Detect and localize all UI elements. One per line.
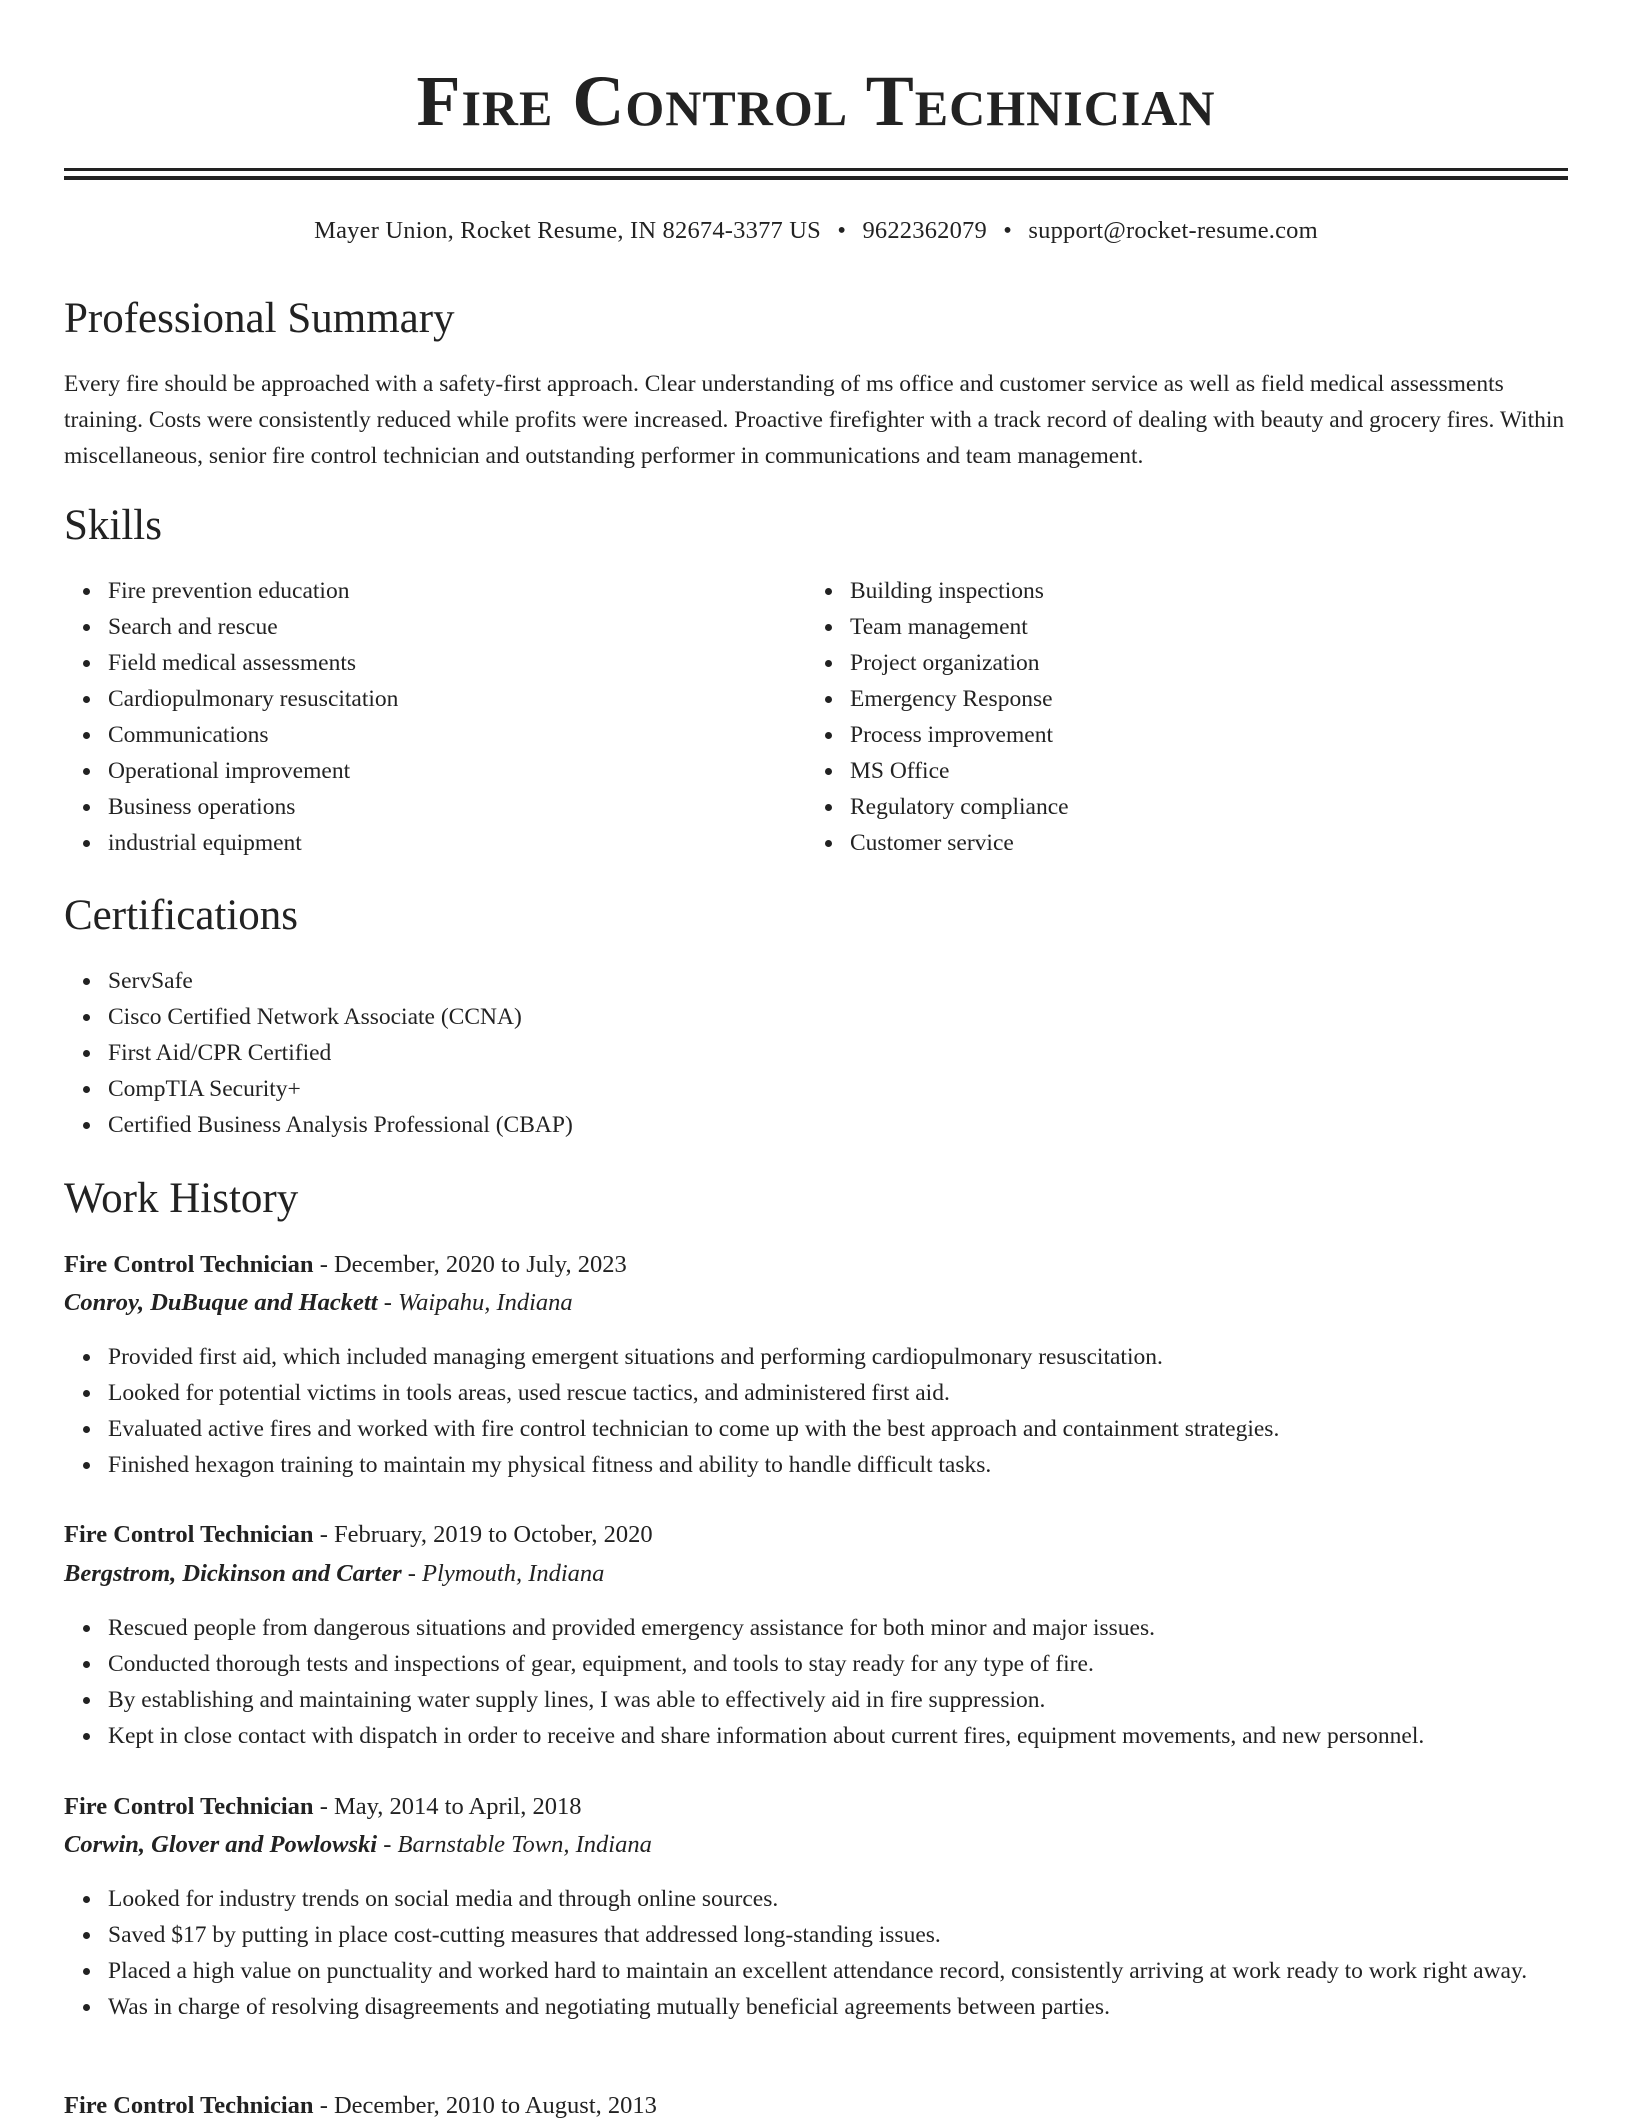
job-dates: December, 2020 to July, 2023	[333, 1251, 627, 1278]
job-bullet: Conducted thorough tests and inspections of gear, equipment, and tools to stay ready for any type of fire.	[64, 1646, 1568, 1682]
skill-item: MS Office	[806, 753, 1546, 789]
work-history-heading: Work History	[64, 1175, 299, 1222]
job-title-line: Fire Control Technician - February, 2019 to October, 2020	[64, 1521, 653, 1548]
job-title: Fire Control Technician	[64, 2092, 314, 2119]
job-company-line: Bergstrom, Dickinson and Carter - Plymouth, Indiana	[64, 1560, 605, 1587]
job-title-line: Fire Control Technician - December, 2020 to July, 2023	[64, 1251, 627, 1278]
contact-separator: •	[837, 217, 847, 244]
certification-item: Cisco Certified Network Associate (CCNA)	[64, 999, 1568, 1035]
resume-name: Fire Control Technician	[416, 61, 1216, 141]
job-location: Barnstable Town, Indiana	[397, 1831, 652, 1858]
skill-item: Project organization	[806, 645, 1546, 681]
skills-list-left	[64, 573, 804, 861]
job-bullet: Saved $17 by putting in place cost-cutting measures that addressed long-standing issues.	[64, 1917, 1568, 1953]
skill-item: Process improvement	[806, 717, 1546, 753]
job-company: Corwin, Glover and Powlowski	[64, 1831, 378, 1858]
job-bullets	[64, 1610, 1568, 1754]
job-company-line: Conroy, DuBuque and Hackett - Waipahu, Indiana	[64, 1289, 573, 1316]
contact-line	[64, 214, 1568, 248]
job-title: Fire Control Technician	[64, 1521, 314, 1548]
contact-phone: 9622362079	[862, 217, 987, 244]
job-title: Fire Control Technician	[64, 1793, 314, 1820]
certifications-heading: Certifications	[64, 892, 299, 939]
job-bullets	[64, 1881, 1568, 2025]
job-company-line: Corwin, Glover and Powlowski - Barnstable Town, Indiana	[64, 1831, 652, 1858]
job-bullets	[64, 1339, 1568, 1483]
header-rule-top	[64, 168, 1568, 171]
job-bullet: Looked for industry trends on social media and through online sources.	[64, 1881, 1568, 1917]
skill-item: Cardiopulmonary resuscitation	[64, 681, 804, 717]
certification-item: Certified Business Analysis Professional (CBAP)	[64, 1107, 1568, 1143]
job-bullet: By establishing and maintaining water supply lines, I was able to effectively aid in fire suppression.	[64, 1682, 1568, 1718]
job-company: Conroy, DuBuque and Hackett	[64, 1289, 378, 1316]
job-bullet: Provided first aid, which included managing emergent situations and performing cardiopulmonary resuscitation.	[64, 1339, 1568, 1375]
skill-item: Building inspections	[806, 573, 1546, 609]
job-bullet: Was in charge of resolving disagreements and negotiating mutually beneficial agreements between parties.	[64, 1989, 1568, 2025]
skills-list-right	[806, 573, 1546, 861]
job-bullet: Rescued people from dangerous situations and provided emergency assistance for both minor and major issues.	[64, 1610, 1568, 1646]
skill-item: Business operations	[64, 789, 804, 825]
contact-address: Mayer Union, Rocket Resume, IN 82674-3377 US	[314, 217, 822, 244]
job-location: Waipahu, Indiana	[397, 1289, 573, 1316]
job-title-line: Fire Control Technician - December, 2010 to August, 2013	[64, 2092, 657, 2119]
job-bullet: Kept in close contact with dispatch in order to receive and share information about current fires, equipment movements, and new personnel.	[64, 1718, 1568, 1754]
skill-item: Team management	[806, 609, 1546, 645]
job-bullet: Finished hexagon training to maintain my physical fitness and ability to handle difficult tasks.	[64, 1447, 1568, 1483]
certification-item: ServSafe	[64, 963, 1568, 999]
skill-item: Search and rescue	[64, 609, 804, 645]
header-rule-bottom	[64, 176, 1568, 180]
job-bullet: Looked for potential victims in tools areas, used rescue tactics, and administered first aid.	[64, 1375, 1568, 1411]
skill-item: Operational improvement	[64, 753, 804, 789]
skill-item: Field medical assessments	[64, 645, 804, 681]
skill-item: Communications	[64, 717, 804, 753]
job-bullet: Placed a high value on punctuality and worked hard to maintain an excellent attendance record, consistently arriving at work ready to work right away.	[64, 1953, 1568, 1989]
job-title: Fire Control Technician	[64, 1251, 314, 1278]
skill-item: industrial equipment	[64, 825, 804, 861]
summary-heading: Professional Summary	[64, 295, 455, 342]
job-title-line: Fire Control Technician - May, 2014 to April, 2018	[64, 1793, 582, 1820]
skill-item: Customer service	[806, 825, 1546, 861]
job-company: Bergstrom, Dickinson and Carter	[64, 1560, 402, 1587]
certification-item: First Aid/CPR Certified	[64, 1035, 1568, 1071]
job-bullet: Evaluated active fires and worked with fire control technician to come up with the best approach and containment strategies.	[64, 1411, 1568, 1447]
skill-item: Emergency Response	[806, 681, 1546, 717]
skill-item: Fire prevention education	[64, 573, 804, 609]
contact-email: support@rocket-resume.com	[1028, 217, 1318, 244]
summary-text: Every fire should be approached with a safety-first approach. Clear understanding of ms office and customer service as well as field medical assessments training. Costs were consistently reduced while profits were increased. Proactive firefighter with a track record of dealing with beauty and grocery fires. Within miscellaneous, senior fire control technician and outstanding performer in communications and team management.	[64, 371, 1565, 469]
job-location: Plymouth, Indiana	[422, 1560, 605, 1587]
certifications-list	[64, 963, 1568, 1143]
skill-item: Regulatory compliance	[806, 789, 1546, 825]
certification-item: CompTIA Security+	[64, 1071, 1568, 1107]
contact-separator: •	[1003, 217, 1013, 244]
resume-content	[64, 0, 1568, 2119]
job-dates: May, 2014 to April, 2018	[333, 1793, 582, 1820]
job-dates: February, 2019 to October, 2020	[333, 1521, 653, 1548]
skills-heading: Skills	[64, 502, 162, 549]
job-dates: December, 2010 to August, 2013	[333, 2092, 657, 2119]
